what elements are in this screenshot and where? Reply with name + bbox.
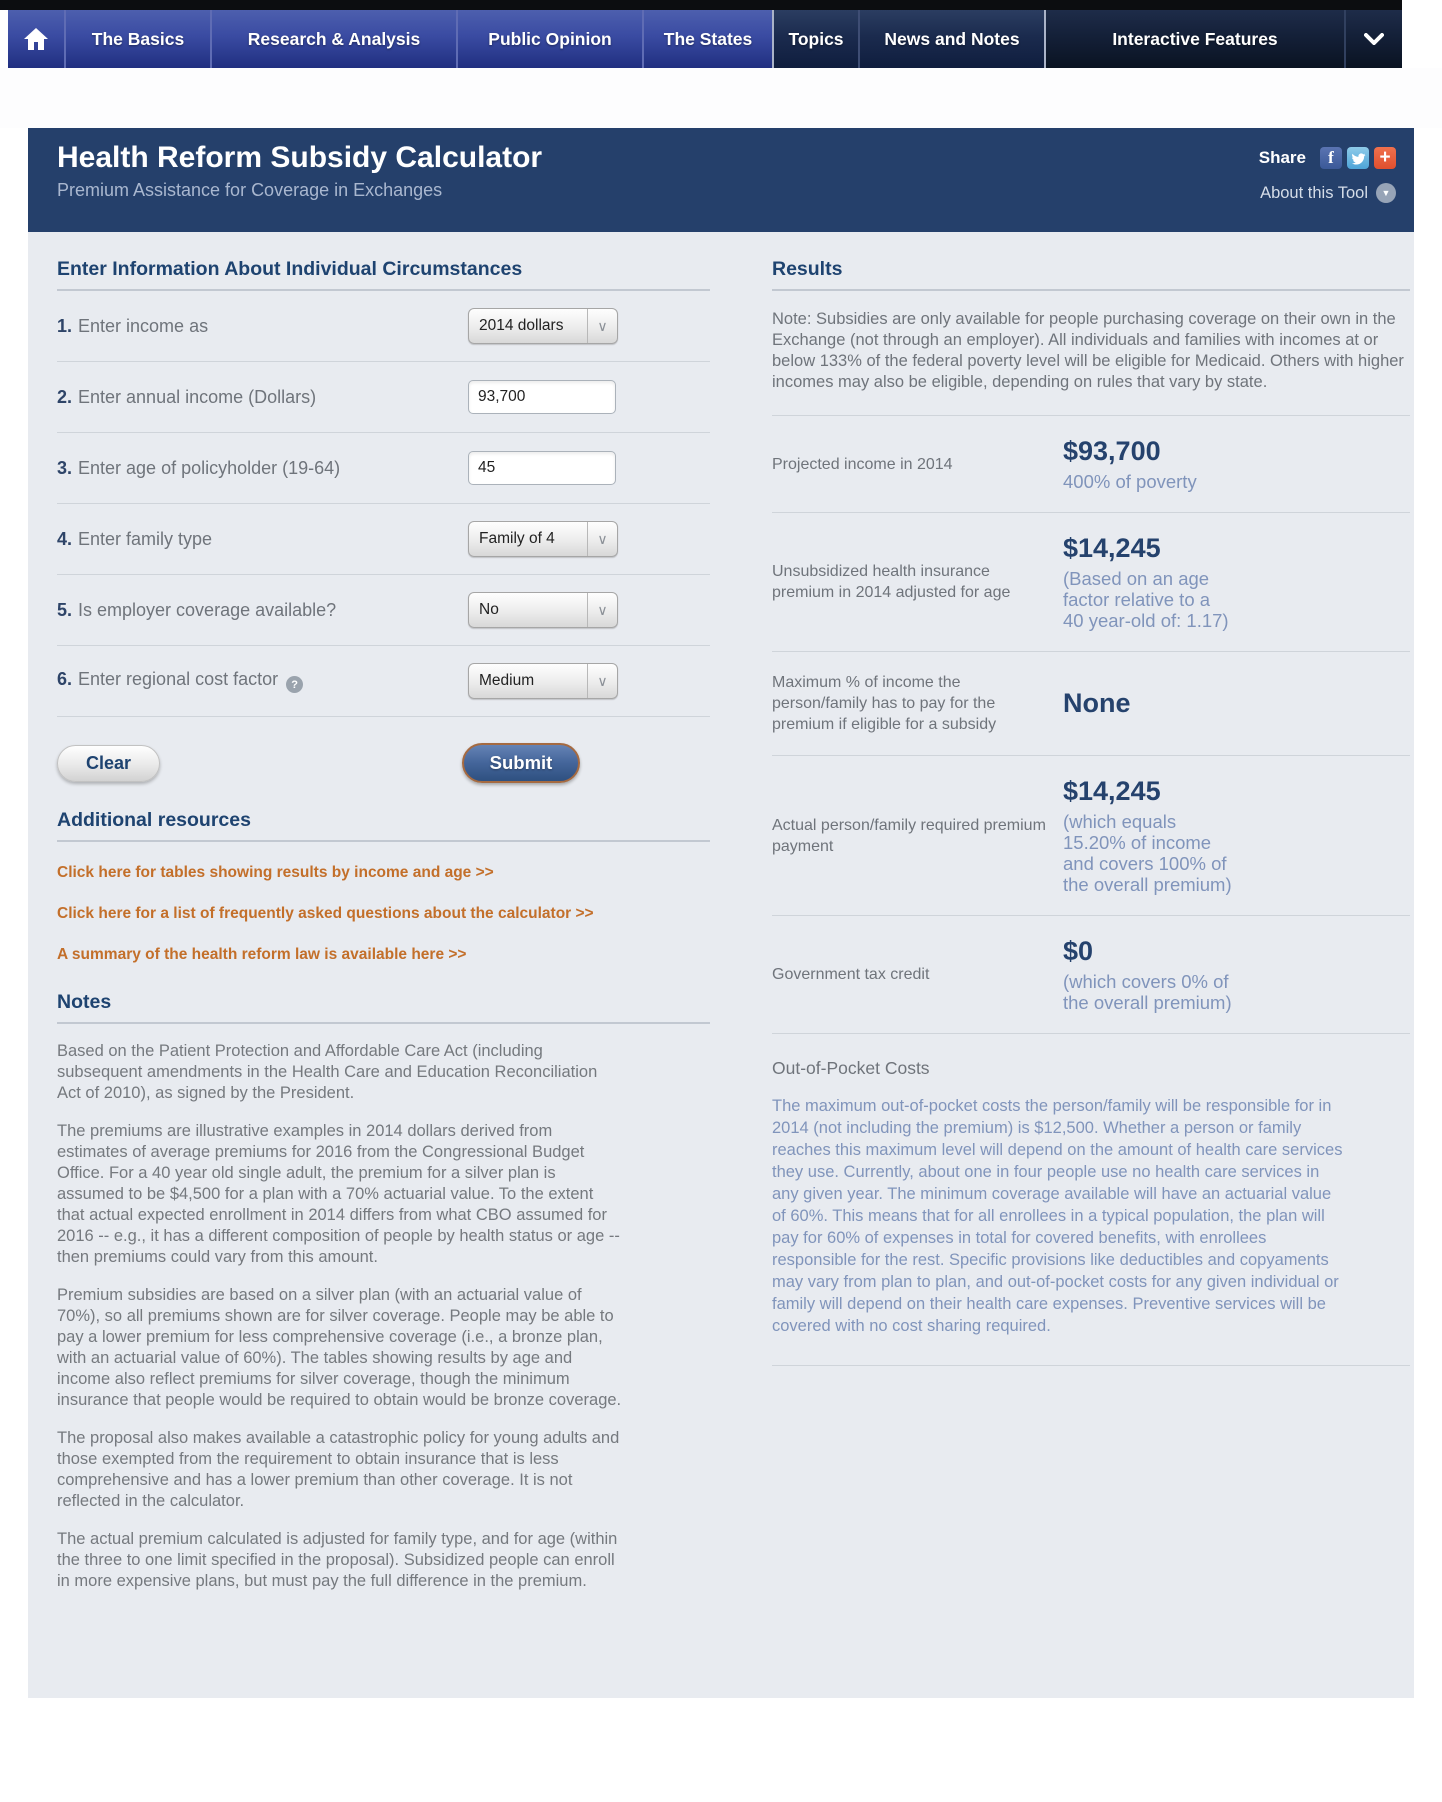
result-row-max-percent-income [772,652,1410,755]
twitter-icon[interactable] [1347,147,1369,169]
form-row-family-type [57,504,710,574]
row-label: Enter income as [78,315,209,336]
result-label: Unsubsidized health insurance premium in 2014 adjusted for age [772,563,1011,601]
select-chevron-icon: ∨ [587,664,617,698]
form-row-annual-income [57,362,710,432]
about-this-tool-label: About this Tool [1260,183,1368,202]
select-chevron-icon: ∨ [587,522,617,556]
result-value: $14,245 [1063,776,1161,806]
nav-tab-label: The States [663,28,753,49]
about-this-tool-link[interactable] [1259,183,1396,203]
chevron-down-icon [1364,33,1384,45]
link-faq[interactable]: Click here for a list of frequently asked questions about the calculator >> [57,905,594,922]
divider [57,716,710,717]
out-of-pocket-heading: Out-of-Pocket Costs [772,1058,930,1078]
nav-tab-label: News and Notes [884,28,1020,49]
twitter-bird-icon [1351,152,1366,165]
input-panel [57,232,710,1668]
nav-tab-news-and-notes[interactable] [858,10,1044,68]
nav-tab-interactive-features[interactable] [1044,10,1344,68]
help-icon[interactable]: ? [286,676,303,693]
result-subtext: 400% of poverty [1063,471,1197,492]
select-chevron-icon: ∨ [587,593,617,627]
nav-tab-label: Topics [788,28,844,49]
results-heading: Results [772,258,843,280]
clear-button[interactable]: Clear [57,745,160,782]
about-dropdown-icon: ▼ [1376,183,1396,203]
link-law-summary[interactable]: A summary of the health reform law is available here >> [57,946,467,963]
note-paragraph: The actual premium calculated is adjusted for family type, and for age (within the three to one limit specified in the proposal). Subsidized people can enroll in more expensive plans, but must pay the full difference in the premium. [57,1530,618,1590]
divider [772,289,1410,291]
select-chevron-icon: ∨ [587,309,617,343]
result-row-projected-income [772,416,1410,512]
row-number: 4. [57,528,73,549]
nav-tab-label: The Basics [91,28,185,49]
notes-heading: Notes [57,991,112,1013]
regional-cost-select[interactable] [468,663,618,699]
note-paragraph: The proposal also makes available a catastrophic policy for young adults and those exempted from the requirement to obtain insurance that is less comprehensive and has a lower premium than other coverage. It is not reflected in the calculator. [57,1429,620,1510]
results-note: Note: Subsidies are only available for people purchasing coverage on their own in the Exchange (not through an employer). All individuals and families with incomes at or below 133% of the federal poverty level will be eligible for Medicaid. Others with higher incomes may also be eligible, depending on rules that vary by state. [772,310,1404,391]
tool-header [28,128,1414,232]
employer-coverage-select[interactable] [468,592,618,628]
form-heading: Enter Information About Individual Circumstances [57,258,523,280]
age-input[interactable] [468,451,616,485]
result-value: $93,700 [1063,436,1161,466]
result-subtext: (which equals 15.20% of income and covers 100% of the overall premium) [1063,811,1232,895]
page-subtitle: Premium Assistance for Coverage in Exchanges [57,180,443,200]
income-as-select[interactable] [468,308,618,344]
home-icon [23,27,49,51]
family-type-select[interactable] [468,521,618,557]
result-value: $14,245 [1063,533,1161,563]
form-row-regional-cost [57,646,710,716]
note-paragraph: Premium subsidies are based on a silver plan (with an actuarial value of 70%), so all premiums shown are for silver coverage. People may be able to pay a lower premium for less comprehensive coverage (i.e., a bronze plan, with an actuarial value of 60%). The tables showing results by age and income also reflect premiums for silver coverage, though the minimum insurance that people would be required to obtain would be bronze coverage. [57,1286,622,1409]
result-subtext: (Based on an age factor relative to a 40 year-old of: 1.17) [1063,568,1229,631]
row-label: Enter family type [78,528,213,549]
nav-tab-label: Public Opinion [488,28,612,49]
facebook-icon[interactable]: f [1320,147,1342,169]
nav-tab-label: Research & Analysis [247,28,421,49]
additional-resources-heading: Additional resources [57,809,251,831]
submit-button[interactable]: Submit [462,743,580,783]
row-number: 1. [57,315,73,336]
share-label: Share [1258,148,1306,167]
nav-tab-public-opinion[interactable] [456,10,642,68]
result-label: Maximum % of income the person/family has to pay for the premium if eligible for a subsidy [772,674,997,733]
page-title: Health Reform Subsidy Calculator [57,141,543,174]
out-of-pocket-text: The maximum out-of-pocket costs the person/family will be responsible for in 2014 (not including the premium) is $12,500. Whether a person or family reaches this maximum level will depend on the amount of health care services they use. Currently, about one in four people use no health care services in any given year. The minimum coverage available will have an actuarial value of 60%. This means that for all enrollees in a typical population, the plan will pay for 60% of expenses in total for covered benefits, with enrollees responsible for the rest. Specific provisions like deductibles and copyaments may vary from plan to plan, and out-of-pocket costs for any given individual or family will depend on their health care expenses. Preventive services will be covered with no cost sharing required. [772,1097,1343,1335]
row-number: 6. [57,668,73,689]
row-label: Enter age of policyholder (19-64) [78,457,341,478]
result-subtext: (which covers 0% of the overall premium) [1063,971,1232,1013]
note-paragraph: The premiums are illustrative examples in 2014 dollars derived from estimates of average premiums for 2016 from the Congressional Budget Office. For a 40 year old single adult, the premium for a silver plan is assumed to be $4,500 for a plan with a 70% actuarial value. To the extent that actual expected enrollment in 2014 differs from what CBO assumed for 2016 -- e.g., it has a different composition of people by health status or age -- then premiums could vary from this amount. [57,1122,620,1266]
row-label: Enter annual income (Dollars) [78,386,317,407]
divider [772,1365,1410,1366]
result-label: Actual person/family required premium payment [772,816,1046,855]
nav-home-tab[interactable] [8,10,64,68]
selected-value: Family of 4 [479,530,555,547]
note-paragraph: Based on the Patient Protection and Affordable Care Act (including subsequent amendments in the Health Care and Education Reconciliation Act of 2010), as signed by the President. [57,1042,598,1102]
row-label: Is employer coverage available? [78,599,337,620]
form-row-age [57,433,710,503]
result-value: None [1063,688,1131,718]
result-row-government-tax-credit [772,916,1410,1033]
nav-tab-topics[interactable] [772,10,858,68]
row-label: Enter regional cost factor [78,668,279,689]
result-value: $0 [1063,936,1094,966]
result-row-unsubsidized-premium [772,513,1410,651]
form-row-income-as [57,291,710,361]
selected-value: 2014 dollars [479,317,564,334]
annual-income-input[interactable] [468,380,616,414]
selected-value: Medium [479,672,535,689]
nav-spacer [0,68,1442,128]
nav-more-tab[interactable] [1344,10,1402,68]
results-panel [772,232,1410,1668]
divider [772,1033,1410,1034]
divider [57,1022,710,1024]
row-number: 2. [57,386,73,407]
nav-tab-the-basics[interactable] [64,10,210,68]
divider [57,840,710,842]
main-nav [8,10,1402,68]
top-black-strip [0,0,1402,10]
result-label: Government tax credit [772,966,930,983]
link-tables-by-income-age[interactable]: Click here for tables showing results by income and age >> [57,864,494,881]
share-more-icon[interactable]: + [1374,147,1396,169]
nav-tab-research-analysis[interactable] [210,10,456,68]
form-row-employer-coverage [57,575,710,645]
nav-tab-label: Interactive Features [1112,28,1278,49]
row-number: 3. [57,457,73,478]
row-number: 5. [57,599,73,620]
nav-tab-the-states[interactable] [642,10,772,68]
result-row-required-premium-payment [772,756,1410,915]
result-label: Projected income in 2014 [772,455,953,473]
selected-value: No [479,601,499,618]
